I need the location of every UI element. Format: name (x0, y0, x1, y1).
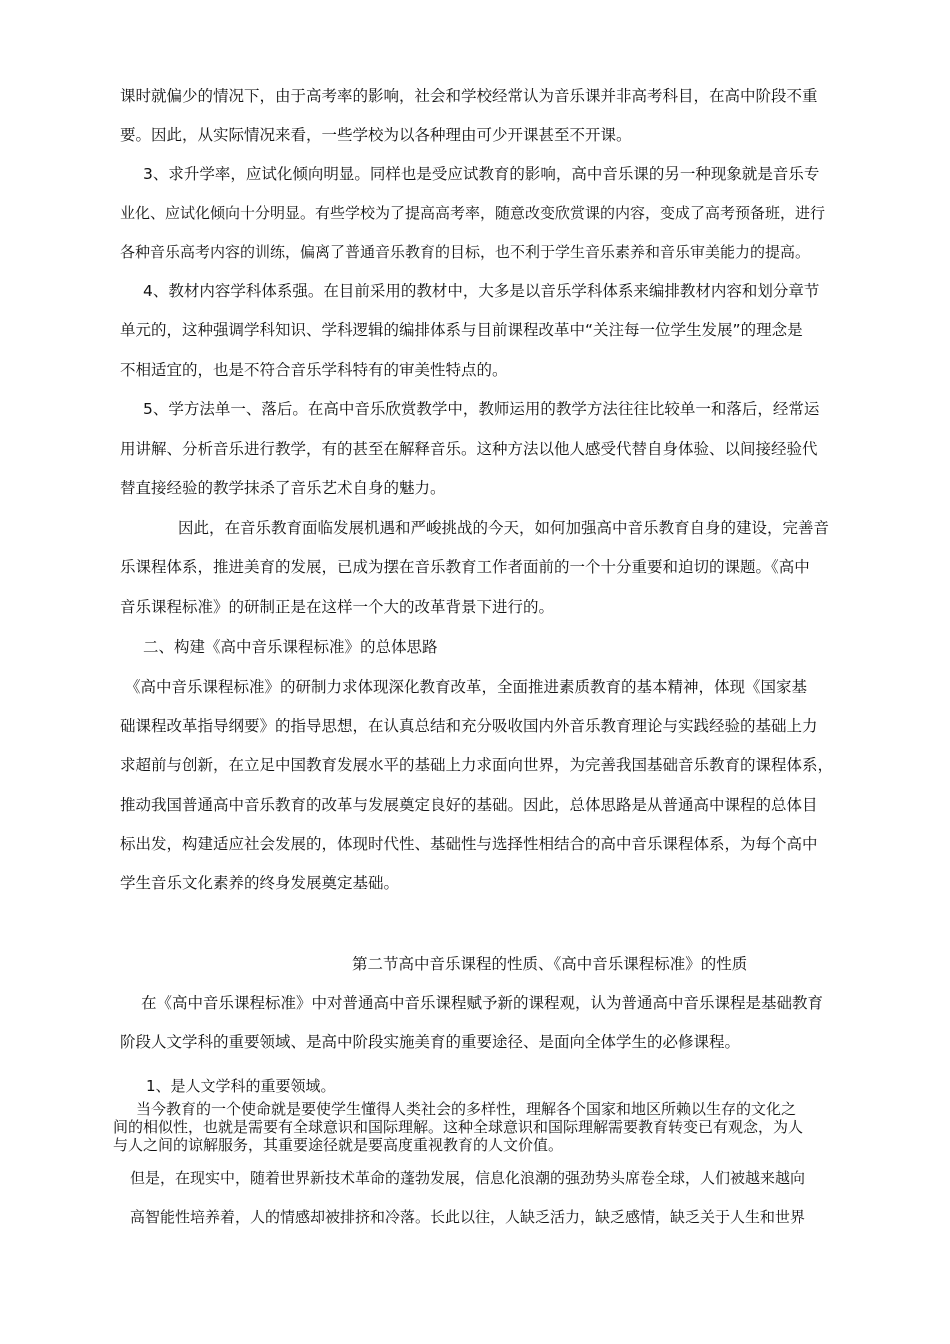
paragraph-line: 替直接经验的教学抹杀了音乐艺术自身的魅力。 (120, 479, 446, 497)
paragraph-line: 当今教育的一个使命就是要使学生懂得人类社会的多样性，理解各个国家和地区所赖以生存的文化之 (136, 1100, 797, 1118)
paragraph-line: 阶段人文学科的重要领域、是高中阶段实施美育的重要途径、是面向全体学生的必修课程。 (120, 1033, 741, 1051)
paragraph-line: 因此，在音乐教育面临发展机遇和严峻挑战的今天，如何加强高中音乐教育自身的建设，完善音 (178, 519, 830, 537)
paragraph-line: 乐课程体系，推进美育的发展，已成为摆在音乐教育工作者面前的一个十分重要和迫切的课题。《高中 (120, 558, 810, 576)
list-heading: 1、是人文学科的重要领域。 (146, 1077, 336, 1095)
paragraph-line: 各种音乐高考内容的训练，偏离了普通音乐教育的目标，也不利于学生音乐素养和音乐审美能力的提高。 (120, 243, 811, 261)
paragraph-line: 单元的，这种强调学科知识、学科逻辑的编排体系与目前课程改革中“关注每一位学生发展”的理念是 (120, 321, 803, 339)
paragraph-line: 与人之间的谅解服务，其重要途径就是要高度重视教育的人文价值。 (113, 1136, 564, 1154)
paragraph-line: 5、学方法单一、落后。在高中音乐欣赏教学中，教师运用的教学方法往往比较单一和落后，经常运 (143, 400, 820, 418)
paragraph-line: 但是，在现实中，随着世界新技术革命的蓬勃发展，信息化浪潮的强劲势头席卷全球，人们被越来越向 (130, 1169, 806, 1187)
paragraph-line: 高智能性培养着，人的情感却被排挤和冷落。长此以往，人缺乏活力，缺乏感情，缺乏关于人生和世界 (130, 1208, 806, 1226)
paragraph-line: 学生音乐文化素养的终身发展奠定基础。 (120, 874, 400, 892)
paragraph-line: 课时就偏少的情况下，由于高考率的影响，社会和学校经常认为音乐课并非高考科目，在高中阶段不重 (120, 87, 818, 105)
paragraph-line: 业化、应试化倾向十分明显。有些学校为了提高高考率，随意改变欣赏课的内容，变成了高考预备班，进行 (120, 204, 826, 222)
paragraph-line: 4、教材内容学科体系强。在目前采用的教材中，大多是以音乐学科体系来编排教材内容和划分章节 (143, 282, 820, 300)
paragraph-line: 3、求升学率，应试化倾向明显。同样也是受应试教育的影响，高中音乐课的另一种现象就是音乐专 (143, 165, 820, 183)
paragraph-line: 《高中音乐课程标准》的研制力求体现深化教育改革，全面推进素质教育的基本精神，体现《国家基 (125, 678, 808, 696)
paragraph-line: 不相适宜的，也是不符合音乐学科特有的审美性特点的。 (120, 361, 508, 379)
section-heading: 二、构建《高中音乐课程标准》的总体思路 (143, 638, 438, 656)
paragraph-line: 用讲解、分析音乐进行教学，有的甚至在解释音乐。这种方法以他人感受代替自身体验、以间接经验代 (120, 440, 818, 458)
section-title: 第二节高中音乐课程的性质、《高中音乐课程标准》的性质 (352, 955, 748, 973)
paragraph-line: 音乐课程标准》的研制正是在这样一个大的改革背景下进行的。 (120, 598, 555, 616)
paragraph-line: 间的相似性，也就是需要有全球意识和国际理解。这种全球意识和国际理解需要教育转变已有观念，为人 (113, 1118, 804, 1136)
paragraph-line: 础课程改革指导纲要》的指导思想，在认真总结和充分吸收国内外音乐教育理论与实践经验的基础上力 (120, 717, 818, 735)
paragraph-line: 在《高中音乐课程标准》中对普通高中音乐课程赋予新的课程观，认为普通高中音乐课程是基础教育 (141, 994, 824, 1012)
paragraph-line: 标出发，构建适应社会发展的，体现时代性、基础性与选择性相结合的高中音乐课程体系，为每个高中 (120, 835, 818, 853)
paragraph-line: 推动我国普通高中音乐教育的改革与发展奠定良好的基础。因此，总体思路是从普通高中课程的总体目 (120, 796, 818, 814)
paragraph-line: 要。因此，从实际情况来看，一些学校为以各种理由可少开课甚至不开课。 (120, 126, 632, 144)
paragraph-line: 求超前与创新，在立足中国教育发展水平的基础上力求面向世界，为完善我国基础音乐教育的课程体系， (120, 756, 834, 774)
